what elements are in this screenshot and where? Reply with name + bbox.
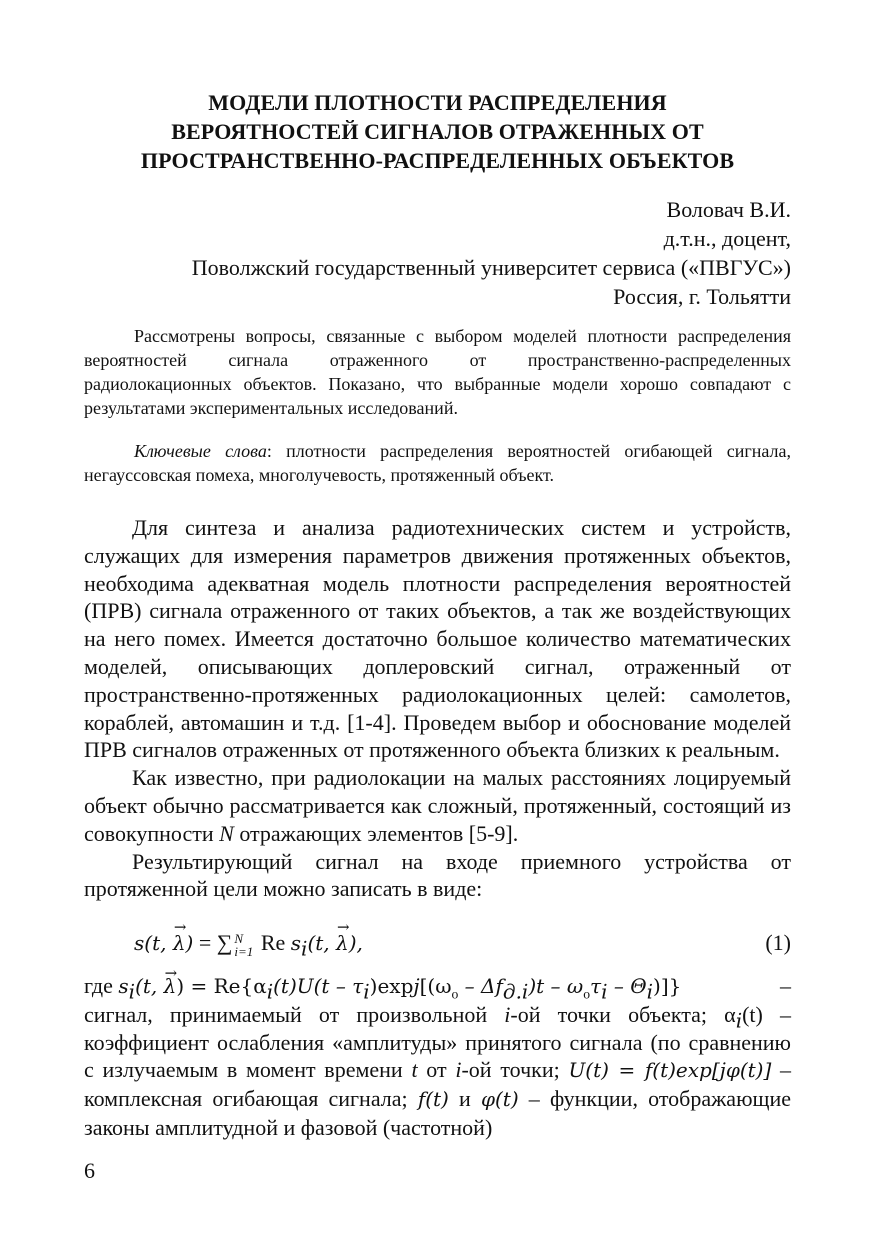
f-delta-f: – Δf [458,974,503,998]
text-f-of-t: f(t) [417,1087,449,1112]
eq-args-b: ) [185,931,194,955]
f-re-alpha: ) = Re{α [176,974,267,998]
eq-args2-a: (t, [307,931,336,955]
f-delta-f-index: д.i [502,979,529,1004]
f-s-index: i [128,979,136,1004]
eq-lambda-vector-2: λ → [336,931,349,955]
paragraph-1: Для синтеза и анализа радиотехнических систем и устройств, служащих для измерения параметров движения протяженных объектов, необходима адекватная модель плотности распределения вероятностей (ПРВ) сигнала отраженного от таких объектов, а так же воздействующих на него помех. Имеется достаточно большое количество математических моделей, описывающих доплеровский сигнал, отраженный от пространственно-протяженных радиолокационных целей: самолетов, кораблей, автомашин и т.д. [1-4]. Проведем выбор и обоснование моделей ПРВ сигналов отраженных от протяженного объекта близких к реальным. [84,515,791,763]
body-text-continued [84,972,791,1142]
f-args-a: (t, [135,974,164,998]
eq-sum-bottom: i=1 [234,943,254,959]
text-alpha-index: i [735,1008,743,1033]
abstract [84,324,791,487]
equation-1 [134,930,791,962]
f-omega2-index: о [583,986,591,1002]
f-tau-index: i [363,979,370,1004]
trailing-dash: – [780,973,791,998]
eq-sum-sign: = ∑ [193,930,233,955]
text-g: – комплексная огибающая сигнала; [84,1057,792,1112]
f-close: )]} [653,974,682,998]
f-alpha-index: i [266,979,274,1004]
f-s: s [118,974,129,998]
variable-n: N [219,820,234,846]
f-theta: – Θ [607,974,647,998]
page-number: 6 [84,1158,95,1183]
keywords-text: : плотности распределения вероятностей огибающей сигнала, негауссовская помеха, многолучевость, протяженный объект. [84,441,792,485]
paragraph-2-part-b: отражающих элементов [5-9]. [233,820,519,846]
eq-args-a: (t, [144,931,173,955]
author-name: Воловач В.И. [666,197,791,222]
title-line-3: ПРОСТРАНСТВЕННО-РАСПРЕДЕЛЕННЫХ ОБЪЕКТОВ [140,148,735,173]
text-t: t [411,1057,418,1083]
eq-lambda-vector: λ → [173,931,186,955]
author-degree: д.т.н., доцент, [663,226,791,251]
text-i2: i [455,1057,462,1083]
eq-re: Re [255,930,291,955]
keywords-label: Ключевые слова [134,441,267,461]
author-location: Россия, г. Тольятти [613,284,791,309]
f-exp: )exp [369,974,414,998]
text-e: -ой точки; [461,1057,569,1083]
eq-s: s [134,931,145,955]
paragraph-2-part-a: Как известно, при радиолокации на малых расстояниях лоцируемый объект обычно рассматривается как сложный, протяженный, состоящий из совокупности [84,765,791,846]
text-u-formula: U(t) = f(t)exp[jφ(t)] [568,1058,772,1083]
f-theta-index: i [646,979,654,1004]
paper-title [84,88,791,175]
text-and: и [448,1086,481,1112]
paragraph-after-equation [84,972,791,1142]
f-omega-index: о [451,986,459,1002]
title-line-2: ВЕРОЯТНОСТЕЙ СИГНАЛОВ ОТРАЖЕННЫХ ОТ [171,119,704,144]
text-a: сигнал, принимаемый от произвольной [84,1001,505,1027]
equation-expression [134,930,363,961]
word-gde: где [84,973,119,998]
eq-sum-limits [234,932,253,958]
text-d: от [417,1057,456,1083]
f-lambda-vector: λ → [164,973,177,1001]
f-t-omega: )t – ω [528,974,584,998]
equation-number: (1) [765,930,791,955]
eq-si: s [290,931,302,955]
text-phi-of-t: φ(t) [480,1087,519,1112]
text-c: (t) – коэффициент ослабления «амплитуды» принятого сигнала (по сравнению с излучаемым в момент времени [84,1001,791,1083]
f-j: j [413,974,420,998]
text-b: -ой точки объекта; α [510,1001,736,1027]
eq-args2-b: ), [348,931,363,955]
paragraph-2 [84,764,791,847]
f-tau2-index: i [601,979,608,1004]
f-omega: [(ω [419,974,452,998]
eq-sum-top: N [234,930,244,946]
body-text [84,514,791,903]
f-tau2: τ [590,974,602,998]
signal-formula [84,973,682,1004]
paragraph-3: Результирующий сигнал на входе приемного устройства от протяженной цели можно записать в виде: [84,848,791,902]
text-m: – функции, отображающие законы амплитудной и фазовой (частотной) [84,1086,791,1140]
eq-si-index: i [301,936,308,961]
text-i: i [504,1001,511,1027]
author-block [192,195,791,311]
abstract-text: Рассмотрены вопросы, связанные с выбором моделей плотности распределения вероятностей сигнала отраженного от пространственно-распределенных радиолокационных объектов. Показано, что выбранные модели хорошо совпадают с результатами экспериментальных исследований. [84,326,791,418]
title-line-1: МОДЕЛИ ПЛОТНОСТИ РАСПРЕДЕЛЕНИЯ [208,90,667,115]
author-affiliation: Поволжский государственный университет сервиса («ПВГУС») [191,255,791,280]
f-u-tau: (t)U(t – τ [273,974,364,998]
keywords [84,439,791,487]
